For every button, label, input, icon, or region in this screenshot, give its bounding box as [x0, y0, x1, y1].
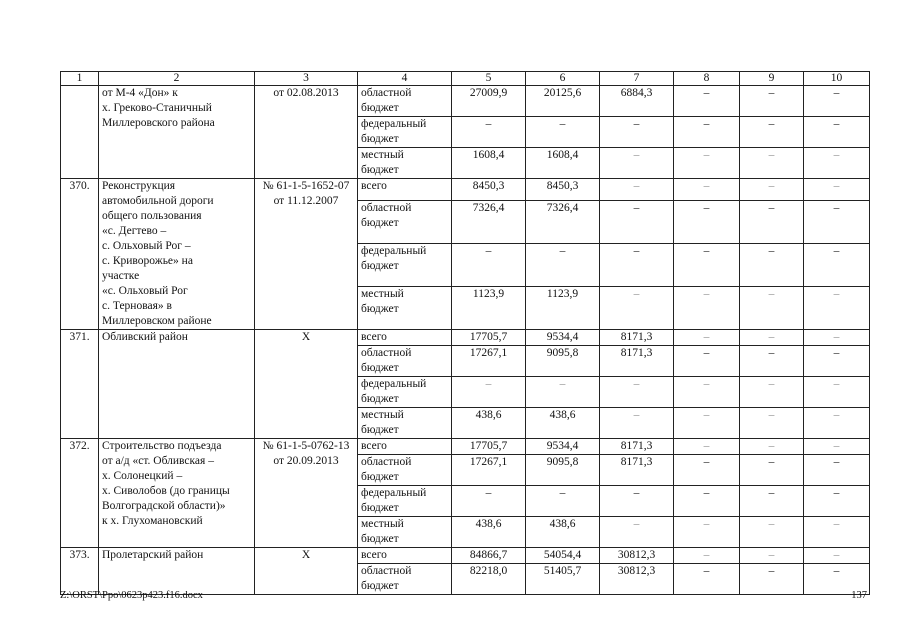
table-row: [61, 86, 870, 117]
value-cell-9: –: [740, 455, 804, 486]
funding-source: всего: [358, 330, 452, 346]
value-cell-8: –: [674, 244, 740, 287]
value-cell-5: 17705,7: [452, 330, 526, 346]
item-name: от М-4 «Дон» к х. Греково-Станичный Миллеровского района: [99, 86, 255, 179]
value-cell-6: 20125,6: [526, 86, 600, 117]
value-cell-5: 17267,1: [452, 346, 526, 377]
value-cell-8: –: [674, 330, 740, 346]
funding-source: всего: [358, 548, 452, 564]
funding-source: областной бюджет: [358, 346, 452, 377]
value-cell-7: –: [600, 148, 674, 179]
funding-source: местный бюджет: [358, 408, 452, 439]
value-cell-5: 7326,4: [452, 201, 526, 244]
value-cell-8: –: [674, 346, 740, 377]
value-cell-10: –: [804, 517, 870, 548]
page-number: 137: [851, 590, 867, 601]
value-cell-9: –: [740, 439, 804, 455]
funding-source: областной бюджет: [358, 201, 452, 244]
value-cell-8: –: [674, 148, 740, 179]
value-cell-6: –: [526, 377, 600, 408]
table-header: [61, 72, 870, 86]
item-name: Строительство подъезда от а/д «ст. Обливская – х. Солонецкий – х. Сиволобов (до границы Волгоградской области)» к х. Глухомановский: [99, 439, 255, 548]
value-cell-6: 54054,4: [526, 548, 600, 564]
header-cell-6: 6: [526, 72, 600, 86]
value-cell-6: 1608,4: [526, 148, 600, 179]
header-cell-1: 1: [61, 72, 99, 86]
header-cell-8: 8: [674, 72, 740, 86]
value-cell-8: –: [674, 377, 740, 408]
value-cell-8: –: [674, 117, 740, 148]
value-cell-9: –: [740, 346, 804, 377]
value-cell-5: 17267,1: [452, 455, 526, 486]
value-cell-9: –: [740, 117, 804, 148]
funding-source: федеральный бюджет: [358, 486, 452, 517]
table-row: [61, 439, 870, 455]
value-cell-7: –: [600, 408, 674, 439]
header-cell-10: 10: [804, 72, 870, 86]
value-cell-7: 8171,3: [600, 330, 674, 346]
value-cell-5: 438,6: [452, 517, 526, 548]
value-cell-9: –: [740, 287, 804, 330]
header-row: [61, 72, 870, 86]
item-document: Х: [255, 548, 358, 595]
value-cell-5: 1123,9: [452, 287, 526, 330]
value-cell-7: –: [600, 179, 674, 201]
funding-source: всего: [358, 179, 452, 201]
value-cell-6: 8450,3: [526, 179, 600, 201]
value-cell-9: –: [740, 408, 804, 439]
funding-source: федеральный бюджет: [358, 244, 452, 287]
value-cell-10: –: [804, 439, 870, 455]
value-cell-5: 1608,4: [452, 148, 526, 179]
value-cell-6: –: [526, 244, 600, 287]
funding-source: федеральный бюджет: [358, 117, 452, 148]
value-cell-7: 8171,3: [600, 439, 674, 455]
value-cell-6: 51405,7: [526, 564, 600, 595]
value-cell-9: –: [740, 377, 804, 408]
item-number: 372.: [61, 439, 99, 548]
item-number: 373.: [61, 548, 99, 595]
value-cell-7: 8171,3: [600, 346, 674, 377]
value-cell-5: –: [452, 244, 526, 287]
value-cell-8: –: [674, 548, 740, 564]
funding-source: местный бюджет: [358, 517, 452, 548]
value-cell-8: –: [674, 517, 740, 548]
value-cell-9: –: [740, 486, 804, 517]
value-cell-5: 82218,0: [452, 564, 526, 595]
table-row: [61, 548, 870, 564]
value-cell-6: 438,6: [526, 408, 600, 439]
value-cell-5: 438,6: [452, 408, 526, 439]
value-cell-5: –: [452, 117, 526, 148]
value-cell-8: –: [674, 86, 740, 117]
funding-source: всего: [358, 439, 452, 455]
value-cell-8: –: [674, 564, 740, 595]
value-cell-10: –: [804, 117, 870, 148]
value-cell-5: 27009,9: [452, 86, 526, 117]
value-cell-10: –: [804, 148, 870, 179]
item-number: 371.: [61, 330, 99, 439]
value-cell-8: –: [674, 455, 740, 486]
value-cell-9: –: [740, 330, 804, 346]
value-cell-5: –: [452, 377, 526, 408]
value-cell-7: 8171,3: [600, 455, 674, 486]
value-cell-10: –: [804, 86, 870, 117]
value-cell-10: –: [804, 201, 870, 244]
value-cell-6: 438,6: [526, 517, 600, 548]
header-cell-3: 3: [255, 72, 358, 86]
funding-source: федеральный бюджет: [358, 377, 452, 408]
value-cell-6: –: [526, 117, 600, 148]
value-cell-8: –: [674, 287, 740, 330]
value-cell-9: –: [740, 148, 804, 179]
value-cell-5: 8450,3: [452, 179, 526, 201]
value-cell-10: –: [804, 244, 870, 287]
value-cell-9: –: [740, 179, 804, 201]
value-cell-10: –: [804, 346, 870, 377]
value-cell-7: –: [600, 377, 674, 408]
value-cell-10: –: [804, 564, 870, 595]
value-cell-9: –: [740, 86, 804, 117]
item-name: Пролетарский район: [99, 548, 255, 595]
value-cell-10: –: [804, 455, 870, 486]
value-cell-7: –: [600, 201, 674, 244]
value-cell-5: –: [452, 486, 526, 517]
value-cell-6: 9534,4: [526, 330, 600, 346]
value-cell-6: 1123,9: [526, 287, 600, 330]
item-document: № 61-1-5-1652-07 от 11.12.2007: [255, 179, 358, 330]
value-cell-7: –: [600, 244, 674, 287]
budget-table: [60, 71, 870, 595]
value-cell-8: –: [674, 408, 740, 439]
value-cell-10: –: [804, 179, 870, 201]
header-cell-7: 7: [600, 72, 674, 86]
value-cell-9: –: [740, 244, 804, 287]
item-number: [61, 86, 99, 179]
value-cell-8: –: [674, 179, 740, 201]
item-document: № 61-1-5-0762-13 от 20.09.2013: [255, 439, 358, 548]
table-row: [61, 330, 870, 346]
funding-source: местный бюджет: [358, 287, 452, 330]
funding-source: областной бюджет: [358, 455, 452, 486]
header-cell-9: 9: [740, 72, 804, 86]
funding-source: областной бюджет: [358, 564, 452, 595]
value-cell-7: –: [600, 117, 674, 148]
header-cell-5: 5: [452, 72, 526, 86]
file-path: Z:\ORST\Ppo\0623p423.f16.docx: [60, 590, 203, 601]
value-cell-9: –: [740, 564, 804, 595]
value-cell-7: –: [600, 486, 674, 517]
value-cell-5: 17705,7: [452, 439, 526, 455]
header-cell-4: 4: [358, 72, 452, 86]
value-cell-8: –: [674, 439, 740, 455]
table-row: [61, 179, 870, 201]
value-cell-10: –: [804, 330, 870, 346]
value-cell-8: –: [674, 201, 740, 244]
funding-source: местный бюджет: [358, 148, 452, 179]
item-number: 370.: [61, 179, 99, 330]
value-cell-6: 9534,4: [526, 439, 600, 455]
value-cell-5: 84866,7: [452, 548, 526, 564]
value-cell-6: 9095,8: [526, 455, 600, 486]
item-document: Х: [255, 330, 358, 439]
item-name: Обливский район: [99, 330, 255, 439]
value-cell-7: 30812,3: [600, 548, 674, 564]
value-cell-8: –: [674, 486, 740, 517]
item-document: от 02.08.2013: [255, 86, 358, 179]
value-cell-9: –: [740, 201, 804, 244]
funding-source: областной бюджет: [358, 86, 452, 117]
value-cell-9: –: [740, 548, 804, 564]
value-cell-7: 6884,3: [600, 86, 674, 117]
value-cell-7: 30812,3: [600, 564, 674, 595]
value-cell-9: –: [740, 517, 804, 548]
header-cell-2: 2: [99, 72, 255, 86]
value-cell-10: –: [804, 548, 870, 564]
value-cell-7: –: [600, 517, 674, 548]
value-cell-6: 7326,4: [526, 201, 600, 244]
table-body: [61, 86, 870, 595]
value-cell-7: –: [600, 287, 674, 330]
value-cell-10: –: [804, 486, 870, 517]
value-cell-10: –: [804, 408, 870, 439]
value-cell-6: –: [526, 486, 600, 517]
value-cell-10: –: [804, 377, 870, 408]
value-cell-10: –: [804, 287, 870, 330]
item-name: Реконструкция автомобильной дороги общего пользования «с. Дегтево – с. Ольховый Рог – с. Криворожье» на участке «с. Ольховый Рог с. Терновая» в Миллеровском районе: [99, 179, 255, 330]
value-cell-6: 9095,8: [526, 346, 600, 377]
